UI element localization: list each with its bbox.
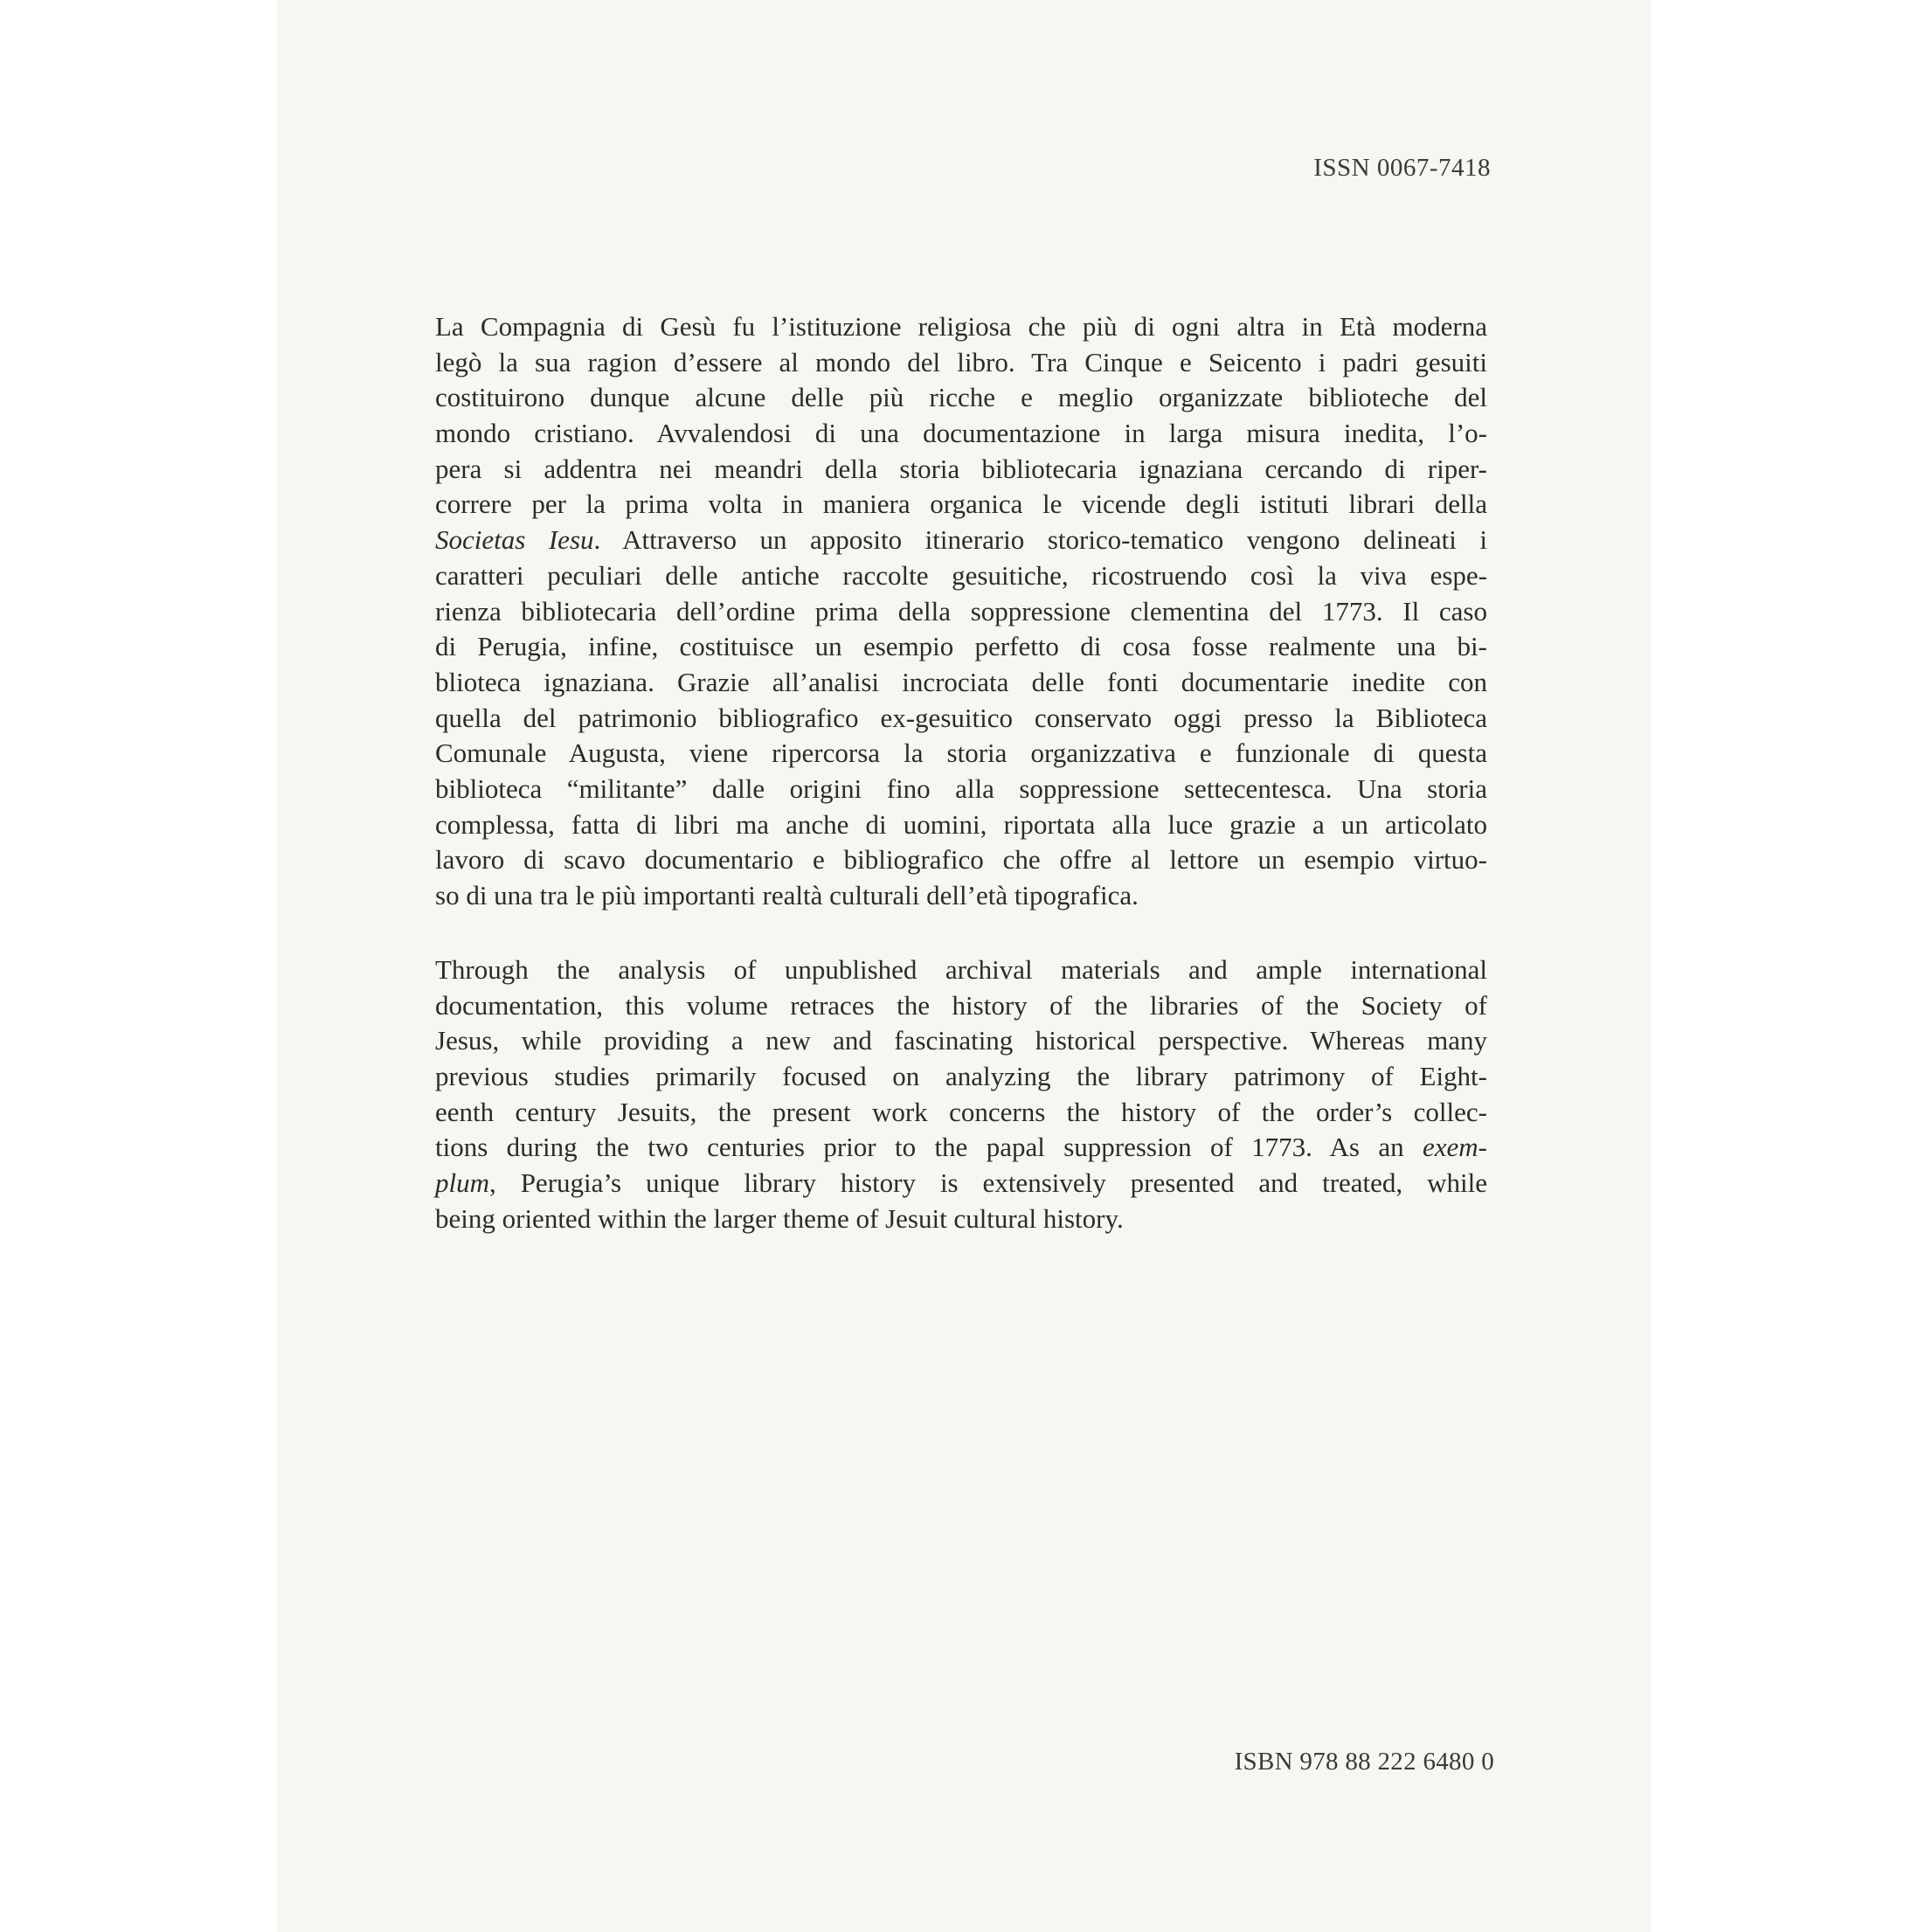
latin-term-italic: plum xyxy=(435,1167,489,1199)
text-line: correre per la prima volta in maniera organica le vicende degli istituti librari della xyxy=(435,488,1487,520)
english-description xyxy=(435,952,1487,1237)
text-line: caratteri peculiari delle antiche raccolte gesuitiche, ricostruendo così la viva espe- xyxy=(435,559,1487,591)
text-line: Comunale Augusta, viene ripercorsa la storia organizzativa e funzionale di questa xyxy=(435,737,1487,769)
text-line: previous studies primarily focused on analyzing the library patrimony of Eight- xyxy=(435,1061,1487,1092)
text-line: rienza bibliotecaria dell’ordine prima della soppressione clementina del 1773. Il caso xyxy=(435,595,1487,627)
text-line: blioteca ignaziana. Grazie all’analisi incrociata delle fonti documentarie inedite con xyxy=(435,666,1487,697)
text-line: lavoro di scavo documentario e bibliografico che offre al lettore un esempio virtuo- xyxy=(435,844,1487,876)
text-line: biblioteca “militante” dalle origini fino alla soppressione settecentesca. Una storia xyxy=(435,772,1487,804)
text-line: La Compagnia di Gesù fu l’istituzione religiosa che più di ogni altra in Età moderna xyxy=(435,311,1487,342)
text-line: documentation, this volume retraces the history of the libraries of the Society of xyxy=(435,989,1487,1021)
text-line: plum, Perugia’s unique library history is extensively presented and treated, while xyxy=(435,1167,1487,1199)
text-line: eenth century Jesuits, the present work concerns the history of the order’s collec- xyxy=(435,1096,1487,1127)
latin-term-italic: Societas Iesu xyxy=(435,524,594,556)
isbn-number: ISBN 978 88 222 6480 0 xyxy=(1234,1748,1494,1776)
text-line: tions during the two centuries prior to the papal suppression of 1773. As an exem- xyxy=(435,1132,1487,1163)
book-back-cover xyxy=(277,0,1652,1932)
text-line: Societas Iesu. Attraverso un apposito itinerario storico-tematico vengono delineati i xyxy=(435,524,1487,556)
text-line: pera si addentra nei meandri della storia bibliotecaria ignaziana cercando di riper- xyxy=(435,453,1487,484)
text-line: di Perugia, infine, costituisce un esempio perfetto di cosa fosse realmente una bi- xyxy=(435,631,1487,662)
text-line: complessa, fatta di libri ma anche di uomini, riportata alla luce grazie a un articolato xyxy=(435,808,1487,840)
text-line: legò la sua ragion d’essere al mondo del libro. Tra Cinque e Seicento i padri gesuiti xyxy=(435,346,1487,377)
text-line: Jesus, while providing a new and fascinating historical perspective. Whereas many xyxy=(435,1025,1487,1056)
text-line: being oriented within the larger theme of Jesuit cultural history. xyxy=(435,1202,1124,1234)
text-line: costituirono dunque alcune delle più ricche e meglio organizzate biblioteche del xyxy=(435,382,1487,413)
issn-number: ISSN 0067-7418 xyxy=(1313,154,1491,182)
latin-term-italic: exem- xyxy=(1423,1132,1487,1163)
text-line: mondo cristiano. Avvalendosi di una documentazione in larga misura inedita, l’o- xyxy=(435,418,1487,449)
text-line: so di una tra le più importanti realtà culturali dell’età tipografica. xyxy=(435,880,1139,911)
text-line: Through the analysis of unpublished archival materials and ample international xyxy=(435,954,1487,985)
italian-description xyxy=(435,309,1487,914)
text-line: quella del patrimonio bibliografico ex-gesuitico conservato oggi presso la Biblioteca xyxy=(435,702,1487,733)
